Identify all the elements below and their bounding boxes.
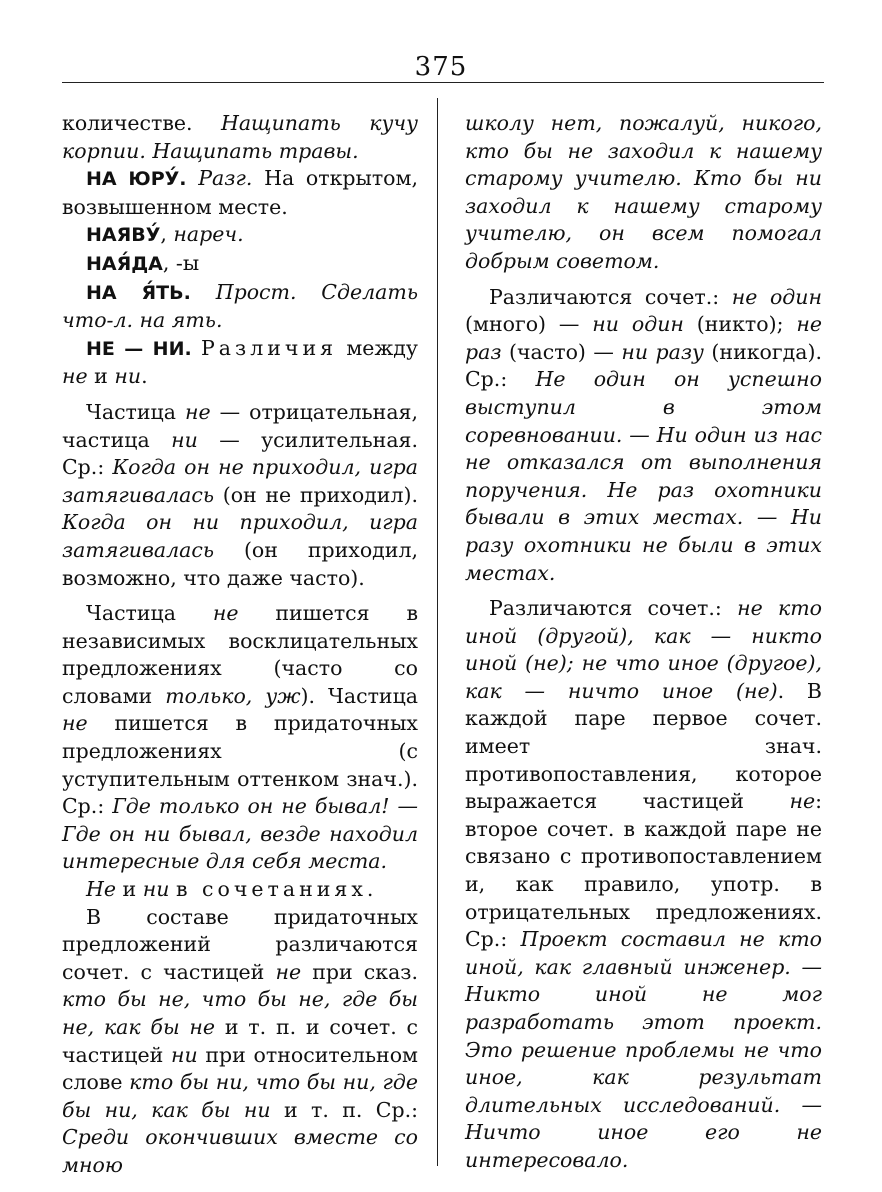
text-run: и т. п. и сочет. с частицей <box>62 1015 418 1067</box>
text-run: не <box>184 399 211 424</box>
text-run: : второе сочет. в каждой паре не связано с противопоставлением и, как правило, употр. в отрицательных предложениях. Ср.: <box>465 789 822 952</box>
left-column <box>62 110 418 1180</box>
text-run: (он приходил, возможно, что даже часто). <box>62 537 418 590</box>
text-run: не <box>62 711 88 736</box>
text-run: . <box>141 364 148 389</box>
text-run: Частица <box>86 601 213 626</box>
text-run: Различаются сочет.: <box>489 596 738 621</box>
paragraph <box>465 110 822 276</box>
text-run: ни разу <box>621 339 704 364</box>
headword: НАЯ́ДА <box>86 252 163 275</box>
text-run: не <box>62 364 88 389</box>
text-run: не один <box>731 284 822 309</box>
text-run: кто бы ни, что бы ни, где бы ни, как бы ни <box>62 1070 418 1122</box>
header-rule <box>62 82 824 83</box>
text-run: не <box>789 789 816 814</box>
text-run: не <box>212 601 239 626</box>
paragraph <box>62 399 418 592</box>
text-run: Где только он не бывал! — Где он ни бывал, везде находил интересные для себя места. <box>62 794 419 874</box>
paragraph <box>62 335 418 391</box>
text-run: ни <box>171 427 198 452</box>
text-run: ). Частица <box>300 683 418 708</box>
paragraph <box>62 876 418 904</box>
text-run: — усилительная. Ср.: <box>62 427 418 480</box>
text-run: В составе придаточных предложений различаются сочет. с частицей <box>62 904 418 984</box>
text-run: ни один <box>592 312 684 337</box>
text-run: Частица <box>86 399 185 424</box>
text-run: и <box>116 877 143 902</box>
text-run: пишется в независимых восклицательных предложениях (часто со словами <box>62 601 418 708</box>
text-run: Когда он ни приходил, игра затягивалась <box>62 510 418 562</box>
text-run: Различаются сочет.: <box>489 284 732 309</box>
text-run: Не <box>86 877 117 902</box>
headword: НА Я́ТЬ. <box>86 281 191 304</box>
paragraph <box>62 250 418 279</box>
paragraph <box>62 600 418 876</box>
text-run: нареч. <box>173 222 244 247</box>
text-run: На открытом, возвышенном месте. <box>62 166 418 219</box>
text-run <box>187 166 199 190</box>
text-run: (часто) — <box>501 339 622 364</box>
text-run: (никто); <box>683 312 797 337</box>
paragraph <box>62 221 418 250</box>
text-run: и т. п. Ср.: <box>270 1097 418 1122</box>
text-run <box>192 336 201 360</box>
text-run: и <box>87 364 115 389</box>
text-run: . В каждой паре первое сочет. имеет знач. противопоставления, которое выражается частицей <box>465 678 822 814</box>
text-run: , <box>160 222 174 247</box>
text-run: школу нет, пожалуй, никого, кто бы не заходил к нашему старому учителю. Кто бы ни заходил к нашему старому учителю, он всем помогал добрым советом. <box>465 111 822 273</box>
text-run: ни <box>114 364 142 389</box>
text-run: Прост. Сделать что-л. на ять. <box>62 279 418 333</box>
text-run: не <box>275 959 302 984</box>
text-run <box>191 280 216 304</box>
paragraph <box>465 284 822 588</box>
paragraph <box>62 165 418 221</box>
text-run: Различия <box>201 335 338 360</box>
text-run: не кто иной (другой), как — никто иной (не); не что иное (другое), как — ничто иное (не) <box>465 596 822 703</box>
headword: НА ЮРУ́. <box>86 168 187 191</box>
paragraph <box>62 904 418 1180</box>
text-run: ни <box>142 877 170 902</box>
text-run: между <box>337 335 418 360</box>
headword: НАЯВУ́ <box>86 224 161 247</box>
text-run: — отрицательная, частица <box>62 399 418 452</box>
headword: НЕ — НИ. <box>86 337 192 360</box>
text-run: Не один он успешно выступил в этом соревновании. — Ни один из нас не отказался от выполнения поручения. Не раз охотники бывали в этих местах. — Ни разу охотники не были в этих местах. <box>465 367 823 585</box>
text-run: Среди окончивших вместе со мною <box>62 1125 418 1177</box>
text-run: (он не приходил). <box>214 482 418 507</box>
paragraph <box>465 595 822 1174</box>
text-run: количестве. <box>62 111 221 135</box>
text-run: только, уж <box>165 683 301 708</box>
text-run: ни <box>170 1042 198 1067</box>
text-run: кто бы не, что бы не, где бы не, как бы не <box>62 987 418 1039</box>
text-run: Нащипать кучу корпии. Нащипать травы. <box>62 111 418 163</box>
text-run: Проект составил не кто иной, как главный инженер. — Никто иной не мог разработать этот проект. Это решение проблемы не что иное, как результат длительных исследований. — Ничто иное его не интересовало. <box>465 927 823 1172</box>
column-divider <box>437 98 438 1166</box>
paragraph <box>62 110 418 165</box>
text-run: пишется в придаточных предложениях (с уступительным оттенком знач.). Ср.: <box>62 711 418 819</box>
text-run: Разг. <box>198 166 253 191</box>
paragraph <box>62 279 418 335</box>
text-run: при сказ. <box>301 959 418 984</box>
text-run: в сочетаниях. <box>175 877 378 902</box>
text-run: (много) — <box>465 312 593 337</box>
text-run: Когда он не приходил, игра затягивалась <box>62 455 418 507</box>
text-run: , -ы <box>162 250 200 275</box>
text-run: при относительном слове <box>62 1042 418 1095</box>
right-column <box>465 110 822 1175</box>
text-run: не раз <box>465 312 823 364</box>
text-run: (никогда). Ср.: <box>465 339 822 392</box>
page-number: 375 <box>414 52 468 82</box>
